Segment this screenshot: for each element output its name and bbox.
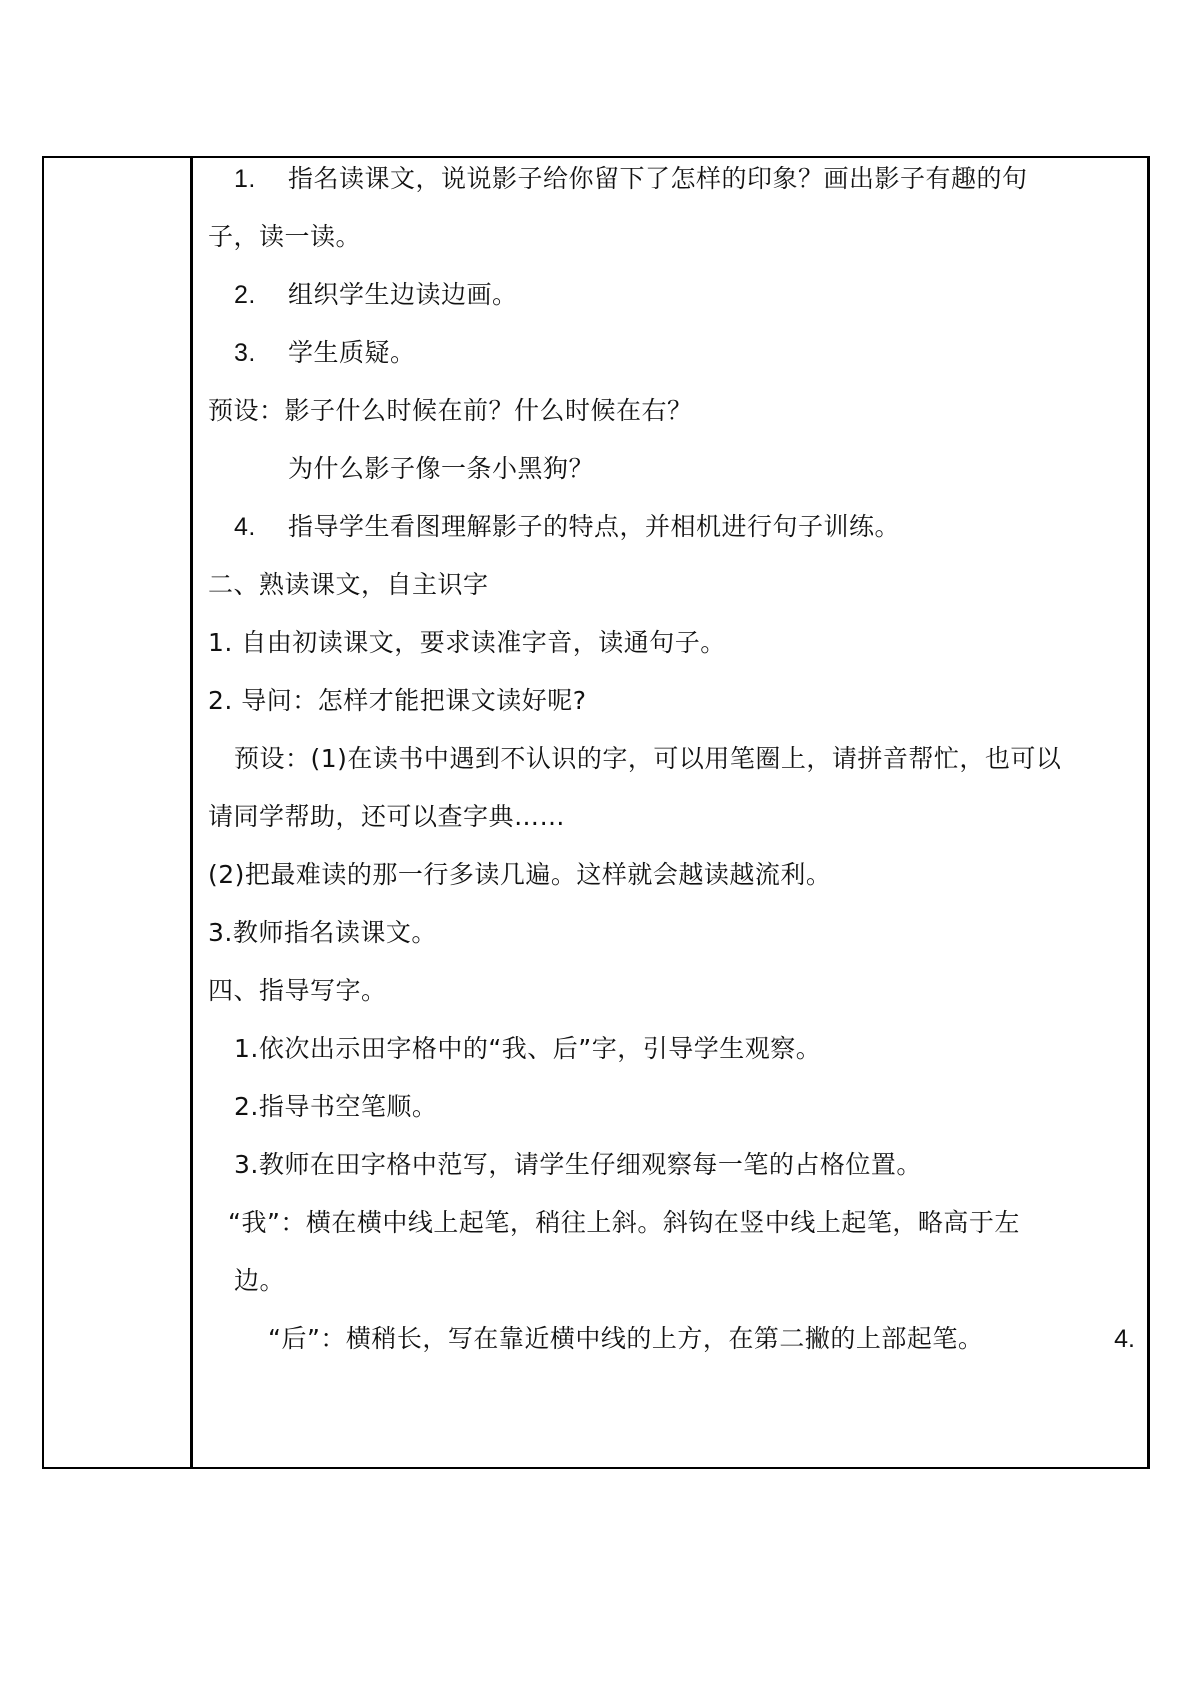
- text-line: [234, 338, 416, 368]
- text-line: [208, 918, 437, 948]
- line-text: 2. 导问：怎样才能把课文读好呢?: [208, 686, 587, 715]
- line-text: 预设：影子什么时候在前？什么时候在右？: [208, 396, 693, 425]
- text-line: [208, 628, 726, 658]
- line-text: 学生质疑。: [288, 338, 416, 367]
- line-text: 1.依次出示田字格中的“我、后”字，引导学生观察。: [234, 1034, 822, 1063]
- list-number: 3.: [234, 339, 256, 367]
- text-line: [234, 512, 900, 542]
- text-line: [234, 1266, 285, 1296]
- text-line: [268, 1324, 983, 1354]
- line-text: (2)把最难读的那一行多读几遍。这样就会越读越流利。: [208, 860, 832, 889]
- text-line: [208, 686, 587, 716]
- line-text: 请同学帮助，还可以查字典……: [208, 802, 566, 831]
- line-text: 边。: [234, 1266, 286, 1295]
- text-line: [234, 744, 1061, 774]
- text-line: [208, 396, 693, 426]
- text-line: [234, 1034, 821, 1064]
- text-line: [288, 454, 594, 484]
- line-text: 3.教师在田字格中范写，请学生仔细观察每一笔的占格位置。: [234, 1150, 922, 1179]
- text-line: [208, 860, 831, 890]
- section-heading: [208, 570, 489, 600]
- text-line: [234, 1150, 922, 1180]
- line-text: “后”：横稍长，写在靠近横中线的上方，在第二撇的上部起笔。: [268, 1324, 984, 1353]
- line-text: 2.指导书空笔顺。: [234, 1092, 438, 1121]
- text-line: [234, 280, 518, 310]
- line-text: 二、熟读课文，自主识字: [208, 570, 489, 599]
- list-number: 4.: [234, 513, 256, 541]
- line-text: 1. 自由初读课文，要求读准字音，读通句子。: [208, 628, 726, 657]
- line-text: 四、指导写字。: [208, 976, 387, 1005]
- text-line: [208, 802, 565, 832]
- line-text: 3.教师指名读课文。: [208, 918, 437, 947]
- line-text: 子，读一读。: [208, 222, 362, 251]
- trailing-list-number: 4.: [1114, 1325, 1135, 1353]
- table-left-column: [44, 158, 193, 1467]
- section-heading: [208, 976, 387, 1006]
- line-text: 组织学生边读边画。: [288, 280, 518, 309]
- line-text: “我”：横在横中线上起笔，稍往上斜。斜钩在竖中线上起笔，略高于左: [228, 1208, 1020, 1237]
- text-line: [208, 222, 361, 252]
- list-number: 2.: [234, 281, 256, 309]
- text-line: [234, 1092, 437, 1122]
- text-line: [228, 1208, 1020, 1238]
- text-line: [234, 164, 1028, 194]
- line-text: 为什么影子像一条小黑狗？: [288, 454, 595, 483]
- line-text: 指名读课文，说说影子给你留下了怎样的印象？画出影子有趣的句: [288, 164, 1028, 193]
- lesson-table: [42, 156, 1150, 1469]
- line-text: 预设：(1)在读书中遇到不认识的字，可以用笔圈上，请拼音帮忙，也可以: [234, 744, 1062, 773]
- table-content-cell: [196, 158, 1147, 1467]
- list-number: 1.: [234, 165, 256, 193]
- line-text: 指导学生看图理解影子的特点，并相机进行句子训练。: [288, 512, 901, 541]
